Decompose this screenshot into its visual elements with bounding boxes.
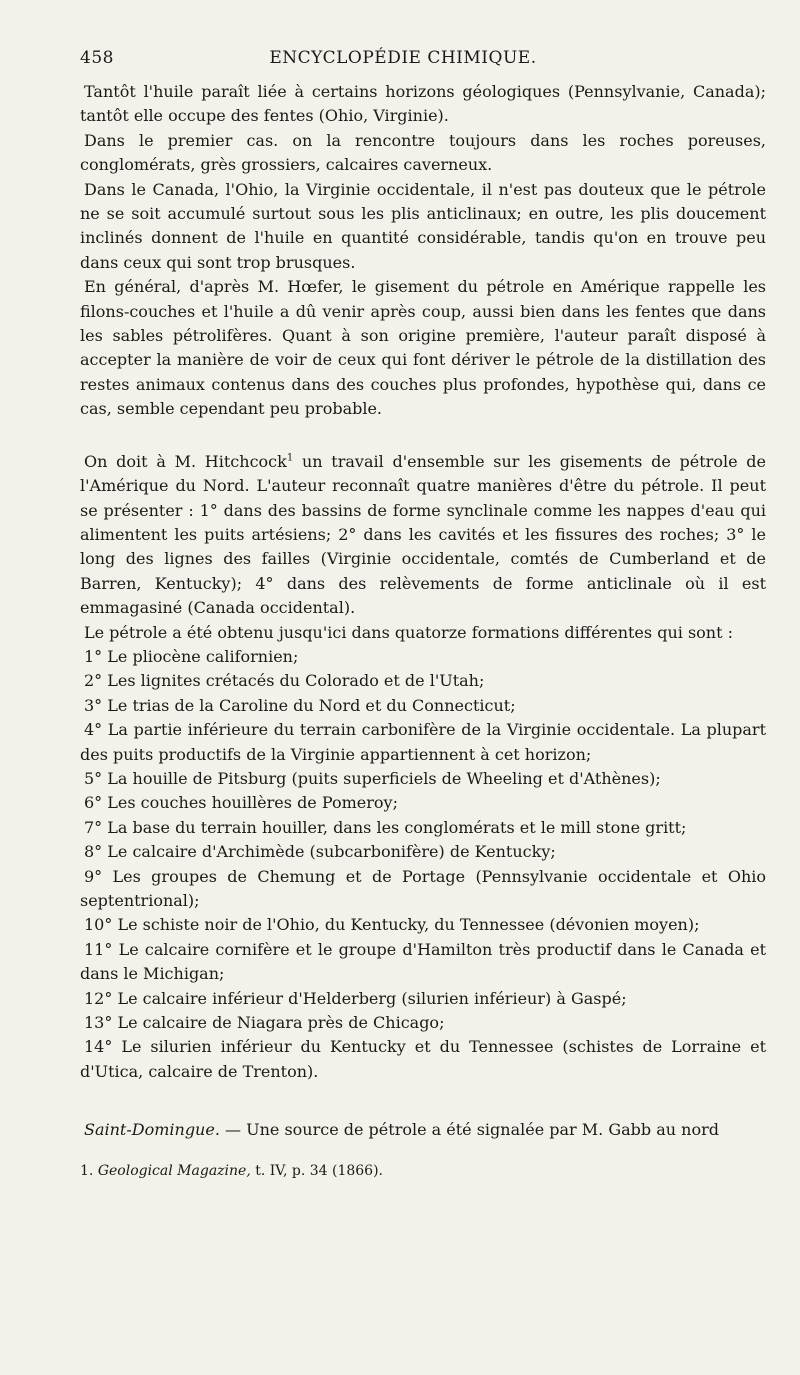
paragraph: Dans le premier cas. on la rencontre toujours dans les roches poreuses, conglomérats, grès grossiers, calcaires caverneux. [80, 130, 766, 175]
section-heading-saint-domingue: Saint-Domingue. [84, 1120, 220, 1140]
formation-item: 13° Le calcaire de Niagara près de Chicago; [84, 1013, 445, 1033]
formation-item: 9° Les groupes de Chemung et de Portage (Pennsylvanie occidentale et Ohio septentrional); [80, 866, 766, 910]
page-body [80, 80, 766, 1181]
footnote [80, 1161, 766, 1181]
formation-item: 3° Le trias de la Caroline du Nord et du Connecticut; [84, 695, 516, 715]
paragraph-gap [80, 1084, 766, 1118]
formation-item: 1° Le pliocène californien; [84, 646, 299, 666]
paragraph: Tantôt l'huile paraît liée à certains horizons géologiques (Pennsylvanie, Canada); tantôt elle occupe des fentes (Ohio, Virginie). [80, 82, 766, 126]
hitchcock-text-start: On doit à M. Hitchcock [84, 451, 287, 471]
page-number: 458 [80, 48, 114, 68]
formation-item: 11° Le calcaire cornifère et le groupe d'Hamilton très productif dans le Canada et dans le Michigan; [80, 939, 766, 984]
formation-item: 10° Le schiste noir de l'Ohio, du Kentucky, du Tennessee (dévonien moyen); [84, 915, 700, 935]
saint-domingue-text: — Une source de pétrole a été signalée par M. Gabb au nord [219, 1120, 719, 1140]
formation-item: 6° Les couches houillères de Pomeroy; [84, 793, 398, 813]
paragraph: Dans le Canada, l'Ohio, la Virginie occidentale, il n'est pas douteux que le pétrole ne se soit accumulé surtout sous les plis anticlinaux; en outre, les plis doucement inclinés donnent de l'huile en quantité considérable, tandis qu'on en trouve peu dans ceux qui sont trop brusques. [80, 179, 766, 272]
page-header [80, 40, 766, 80]
formation-item: 8° Le calcaire d'Archimède (subcarbonifère) de Kentucky; [84, 842, 556, 862]
paragraph-saint-domingue [80, 1118, 766, 1142]
formation-item: 14° Le silurien inférieur du Kentucky et du Tennessee (schistes de Lorraine et d'Utica, calcaire de Trenton). [80, 1037, 766, 1081]
running-title: ENCYCLOPÉDIE CHIMIQUE. [269, 48, 537, 68]
paragraph-gap [80, 422, 766, 450]
footnote-mark: 1 [286, 452, 294, 464]
formation-item: 4° La partie inférieure du terrain carbonifère de la Virginie occidentale. La plupart des puits productifs de la Virginie appartiennent à cet horizon; [80, 720, 766, 764]
footnote-source: Geological Magazine, [97, 1162, 251, 1179]
formations-intro: Le pétrole a été obtenu jusqu'ici dans quatorze formations différentes qui sont : [84, 622, 733, 642]
formation-item: 5° La houille de Pitsburg (puits superficiels de Wheeling et d'Athènes); [84, 768, 661, 788]
formation-item: 2° Les lignites crétacés du Colorado et de l'Utah; [84, 671, 485, 691]
hitchcock-text-rest: un travail d'ensemble sur les gisements de pétrole de l'Amérique du Nord. L'auteur reconnaît quatre manières d'être du pétrole. Il peut se présenter : 1° dans des bassins de forme synclinale comme les nappes d'eau qui alimentent les puits artésiens; 2° dans les cavités et les fissures des roches; 3° le long des lignes des failles (Virginie occidentale, comtés de Cumberland et de Barren, Kentucky); 4° dans des relèvements de forme anticlinale où il est emmagasiné (Canada occidental). [80, 451, 766, 618]
formation-item: 7° La base du terrain houiller, dans les conglomérats et le mill stone gritt; [84, 817, 687, 837]
paragraph-hitchcock [80, 450, 766, 621]
footnote-details: t. IV, p. 34 (1866). [250, 1162, 383, 1179]
paragraph: En général, d'après M. Hœfer, le gisement du pétrole en Amérique rappelle les filons-couches et l'huile a dû venir après coup, aussi bien dans les fentes que dans les sables pétrolifères. Quant à son origine première, l'auteur paraît disposé à accepter la manière de voir de ceux qui font dériver le pétrole de la distillation des restes animaux contenus dans des couches plus profondes, hypothèse qui, dans ce cas, semble cependant peu probable. [80, 277, 766, 419]
footnote-number: 1. [80, 1162, 94, 1179]
formation-item: 12° Le calcaire inférieur d'Helderberg (silurien inférieur) à Gaspé; [84, 988, 627, 1008]
